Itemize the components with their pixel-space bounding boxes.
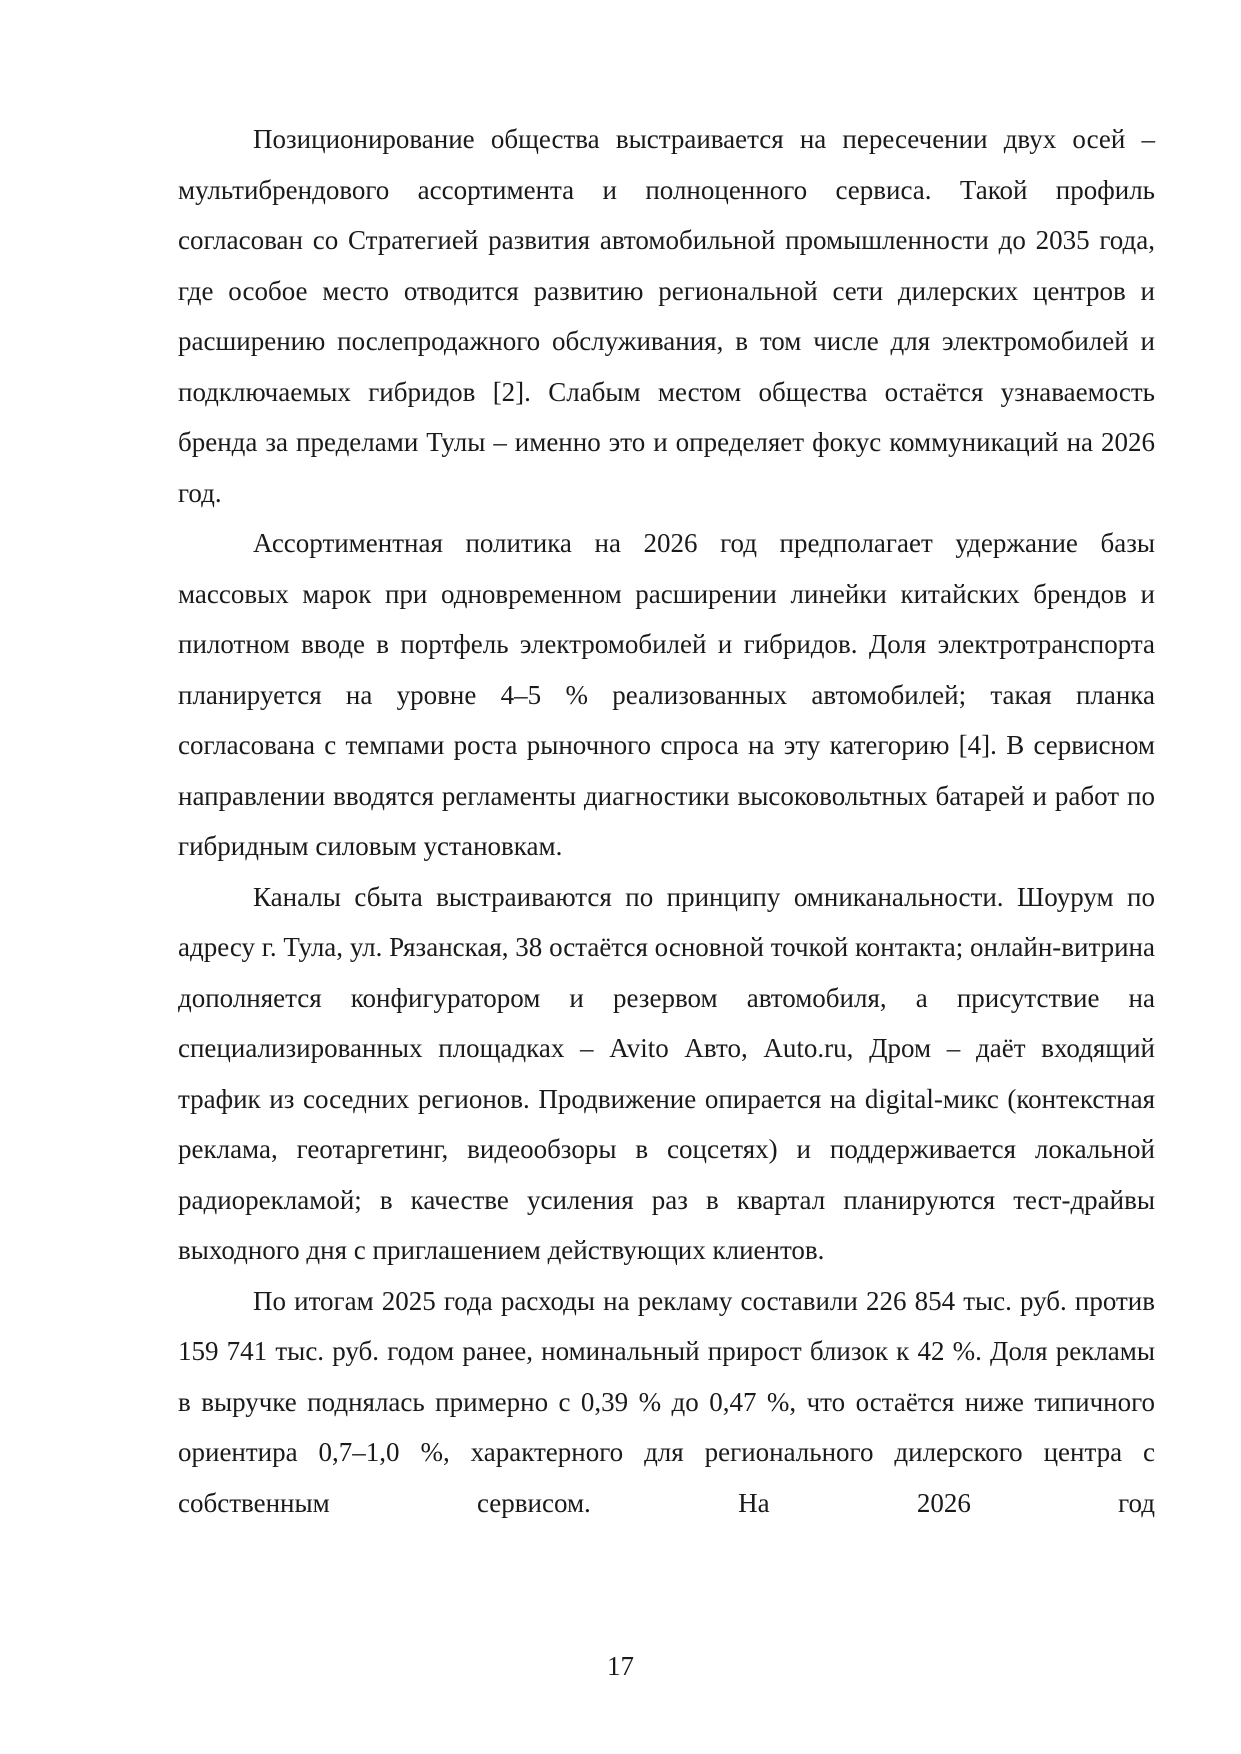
paragraph-sales-channels: Каналы сбыта выстраиваются по принципу омниканальности. Шоурум по адресу г. Тула, ул. Рязанская, 38 остаётся основной точкой контакта; онлайн-витрина дополняется конфигуратором и резервом автомобиля, а присутствие на специализированных площадках – Avito Авто, Auto.ru, Дром – даёт входящий трафик из соседних регионов. Продвижение опирается на digital-микс (контекстная реклама, геотаргетинг, видеообзоры в соцсетях) и поддерживается локальной радиорекламой; в качестве усиления раз в квартал планируются тест-драйвы выходного дня с приглашением действующих клиентов. xyxy=(178,881,1155,1265)
body-text xyxy=(178,114,1155,1528)
paragraph-positioning: Позиционирование общества выстраивается на пересечении двух осей – мультибрендового ассортимента и полноценного сервиса. Такой профиль согласован со Стратегией развития автомобильной промышленности до 2035 года, где особое место отводится развитию региональной сети дилерских центров и расширению послепродажного обслуживания, в том числе для электромобилей и подключаемых гибридов [2]. Слабым местом общества остаётся узнаваемость бренда за пределами Тулы – именно это и определяет фокус коммуникаций на 2026 год. xyxy=(178,124,1155,508)
paragraph-advertising-costs: По итогам 2025 года расходы на рекламу составили 226 854 тыс. руб. против 159 741 тыс. руб. годом ранее, номинальный прирост близок к 42 %. Доля рекламы в выручке поднялась примерно с 0,39 % до 0,47 %, что остаётся ниже типичного ориентира 0,7–1,0 %, характерного для регионального дилерского центра с собственным сервисом. На 2026 год xyxy=(178,1285,1155,1518)
paragraph-assortment-policy: Ассортиментная политика на 2026 год предполагает удержание базы массовых марок при одновременном расширении линейки китайских брендов и пилотном вводе в портфель электромобилей и гибридов. Доля электротранспорта планируется на уровне 4–5 % реализованных автомобилей; такая планка согласована с темпами роста рыночного спроса на эту категорию [4]. В сервисном направлении вводятся регламенты диагностики высоковольтных батарей и работ по гибридным силовым установкам. xyxy=(178,528,1155,861)
page-number: 17 xyxy=(607,1651,634,1681)
